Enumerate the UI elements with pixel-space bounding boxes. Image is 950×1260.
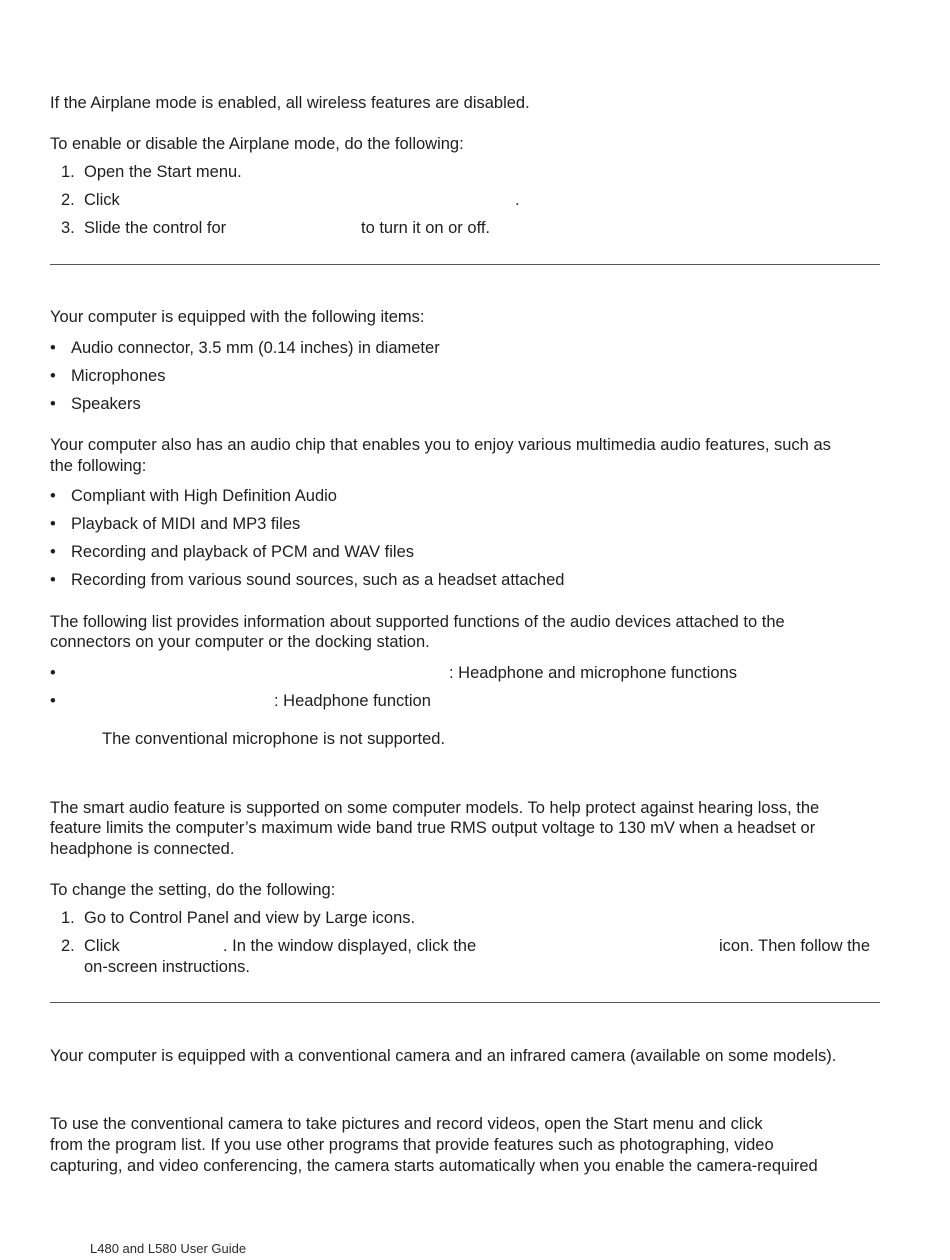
audio-chip-line-1: Your computer also has an audio chip that enables you to enjoy various multimedia audio features, such as: [50, 436, 831, 454]
step-number: 1.: [61, 163, 75, 181]
bullet: •: [50, 543, 56, 561]
airplane-step-2-end: .: [515, 191, 520, 209]
airplane-lead: To enable or disable the Airplane mode, do the following:: [50, 135, 464, 153]
camera-line-2: from the program list. If you use other programs that provide features such as photographing, video: [50, 1136, 774, 1154]
list-item: : Headphone function: [274, 692, 431, 710]
smart-audio-line-1: The smart audio feature is supported on some computer models. To help protect against hearing loss, the: [50, 799, 820, 817]
section-divider: [50, 1002, 880, 1003]
bullet: •: [50, 487, 56, 505]
bullet: •: [50, 515, 56, 533]
airplane-step-3-end: to turn it on or off.: [361, 219, 491, 237]
airplane-intro: If the Airplane mode is enabled, all wireless features are disabled.: [50, 94, 530, 112]
bullet: •: [50, 367, 56, 385]
audio-chip-line-2: the following:: [50, 457, 147, 475]
smart-audio-step-2d: on-screen instructions.: [84, 958, 250, 976]
audio-note: The conventional microphone is not supported.: [102, 730, 446, 748]
smart-audio-step-2c: icon. Then follow the: [719, 937, 871, 955]
bullet: •: [50, 571, 56, 589]
smart-audio-step-2b: . In the window displayed, click the: [223, 937, 477, 955]
step-number: 2.: [61, 191, 75, 209]
bullet: •: [50, 339, 56, 357]
airplane-step-3: Slide the control for: [84, 219, 227, 237]
list-item: Audio connector, 3.5 mm (0.14 inches) in diameter: [71, 339, 440, 357]
smart-audio-step-2a: Click: [84, 937, 120, 955]
bullet: •: [50, 664, 56, 682]
list-item: Compliant with High Definition Audio: [71, 487, 337, 505]
airplane-step-1: Open the Start menu.: [84, 163, 242, 181]
list-item: Playback of MIDI and MP3 files: [71, 515, 301, 533]
smart-audio-line-3: headphone is connected.: [50, 840, 235, 858]
list-item: Speakers: [71, 395, 141, 413]
step-number: 1.: [61, 909, 75, 927]
page-footer: L480 and L580 User Guide: [90, 1241, 247, 1256]
camera-line-3: capturing, and video conferencing, the camera starts automatically when you enable the camera-required: [50, 1157, 818, 1175]
smart-audio-step-1: Go to Control Panel and view by Large icons.: [84, 909, 416, 927]
bullet: •: [50, 395, 56, 413]
list-item: Recording from various sound sources, such as a headset attached: [71, 571, 565, 589]
list-item: Microphones: [71, 367, 166, 385]
camera-intro: Your computer is equipped with a conventional camera and an infrared camera (available on some models).: [50, 1047, 837, 1065]
audio-list-line-1: The following list provides information about supported functions of the audio devices attached to the: [50, 613, 785, 631]
smart-audio-lead: To change the setting, do the following:: [50, 881, 336, 899]
airplane-step-2: Click: [84, 191, 120, 209]
section-divider: [50, 264, 880, 265]
audio-intro: Your computer is equipped with the following items:: [50, 308, 425, 326]
bullet: •: [50, 692, 56, 710]
audio-list-line-2: connectors on your computer or the docking station.: [50, 633, 430, 651]
step-number: 3.: [61, 219, 75, 237]
step-number: 2.: [61, 937, 75, 955]
list-item: Recording and playback of PCM and WAV files: [71, 543, 414, 561]
list-item: : Headphone and microphone functions: [449, 664, 738, 682]
smart-audio-line-2: feature limits the computer’s maximum wide band true RMS output voltage to 130 mV when a headset or: [50, 819, 816, 837]
camera-line-1: To use the conventional camera to take pictures and record videos, open the Start menu and click: [50, 1115, 763, 1133]
